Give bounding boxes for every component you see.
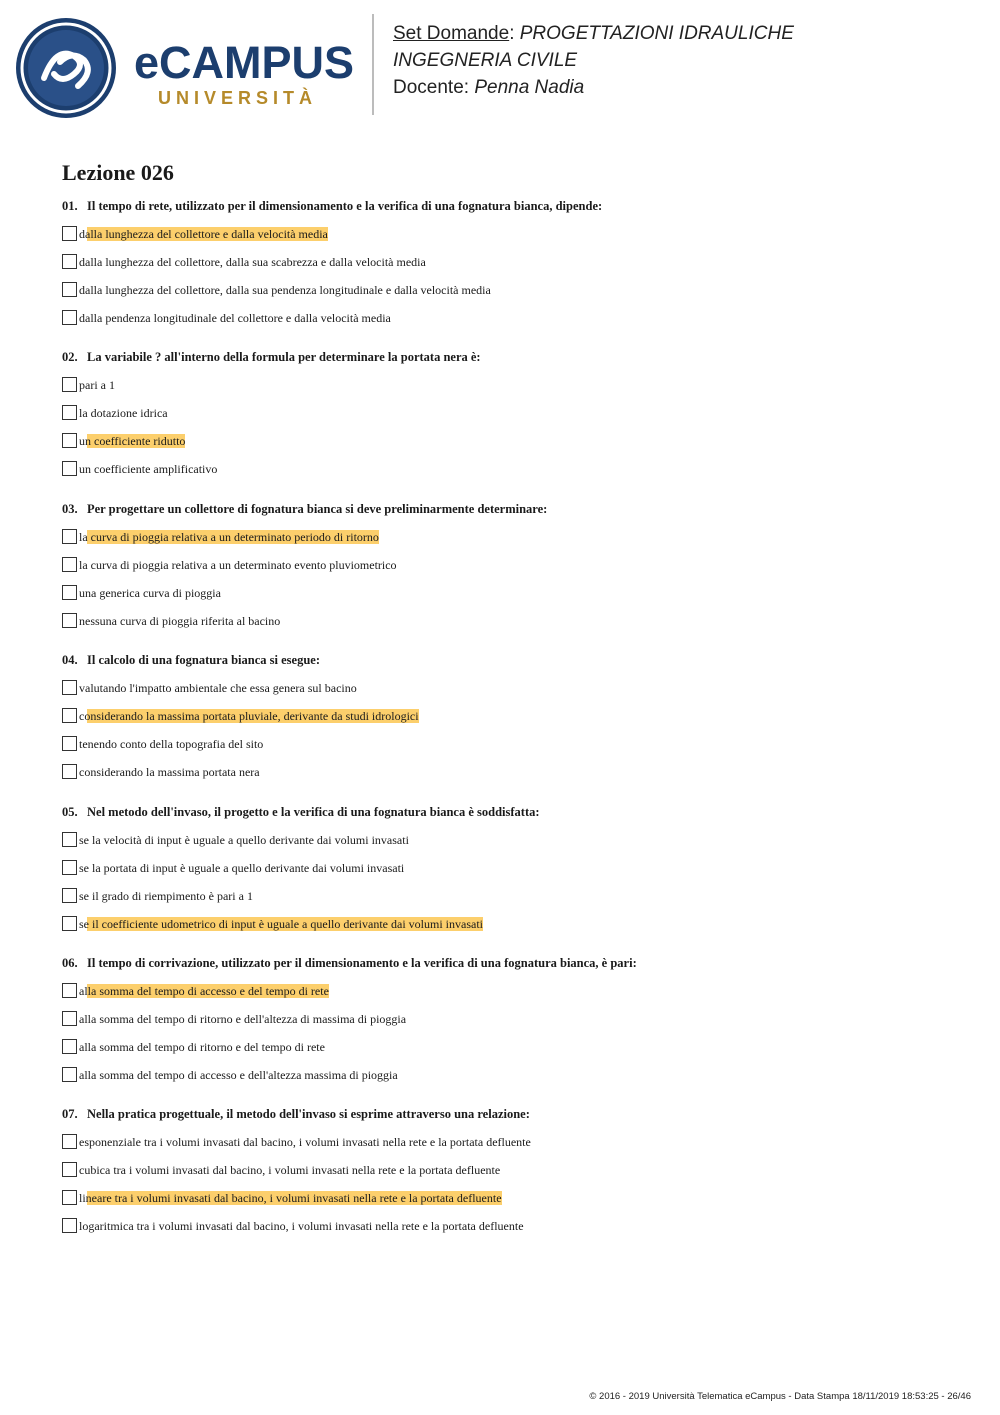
answer-checkbox[interactable]: [62, 680, 77, 695]
question-list: [62, 196, 962, 1256]
answer-option[interactable]: [62, 830, 962, 858]
answer-text: la curva di pioggia relativa a un determinato evento pluviometrico: [79, 557, 397, 572]
set-label: Set Domande: [393, 23, 510, 44]
question: [62, 196, 962, 347]
question-number: 04.: [62, 653, 78, 668]
answer-checkbox[interactable]: [62, 736, 77, 751]
answer-checkbox[interactable]: [62, 1011, 77, 1026]
answer-checkbox[interactable]: [62, 226, 77, 241]
answer-checkbox[interactable]: [62, 1218, 77, 1233]
answer-checkbox[interactable]: [62, 1134, 77, 1149]
answer-checkbox[interactable]: [62, 310, 77, 325]
header-divider: [372, 14, 374, 115]
answer-text: un coefficiente ridutto: [79, 434, 186, 449]
answer-option[interactable]: [62, 431, 962, 459]
answer-option[interactable]: [62, 252, 962, 280]
answer-option[interactable]: [62, 280, 962, 308]
answer-text: una generica curva di pioggia: [79, 585, 221, 600]
question: [62, 953, 962, 1104]
teacher-name: Penna Nadia: [474, 77, 585, 98]
answer-option[interactable]: [62, 914, 962, 942]
answer-text: tenendo conto della topografia del sito: [79, 737, 264, 752]
answer-text: alla somma del tempo di accesso e dell'altezza massima di pioggia: [79, 1067, 398, 1082]
answer-text: un coefficiente amplificativo: [79, 462, 218, 477]
question-text: [62, 347, 962, 375]
answer-text: se la velocità di input è uguale a quello derivante dai volumi invasati: [79, 832, 409, 847]
answer-text: alla somma del tempo di ritorno e del tempo di rete: [79, 1039, 325, 1054]
answer-checkbox[interactable]: [62, 916, 77, 931]
answer-text: pari a 1: [79, 378, 115, 393]
brand-name: eCAMPUS: [134, 37, 355, 88]
answer-checkbox[interactable]: [62, 832, 77, 847]
answer-option[interactable]: [62, 1037, 962, 1065]
answer-option[interactable]: [62, 678, 962, 706]
answer-option[interactable]: [62, 706, 962, 734]
ecampus-logo-emblem: [14, 16, 118, 120]
answer-text: dalla lunghezza del collettore, dalla sua pendenza longitudinale e dalla velocità media: [79, 283, 491, 297]
answer-text: lineare tra i volumi invasati dal bacino, i volumi invasati nella rete e la portata defluente: [79, 1191, 502, 1206]
answer-option[interactable]: [62, 858, 962, 886]
brand-subtitle: UNIVERSITÀ: [158, 88, 318, 108]
answer-option[interactable]: [62, 1188, 962, 1216]
answer-option[interactable]: [62, 308, 962, 336]
answer-text: alla somma del tempo di ritorno e dell'altezza di massima di pioggia: [79, 1011, 407, 1026]
question: [62, 1104, 962, 1255]
question-body: La variabile ? all'interno della formula per determinare la portata nera è:: [87, 350, 481, 365]
answer-checkbox[interactable]: [62, 585, 77, 600]
question: [62, 499, 962, 650]
question: [62, 802, 962, 953]
teacher-line: [393, 74, 794, 101]
question-text: [62, 1104, 962, 1132]
answer-text: esponenziale tra i volumi invasati dal bacino, i volumi invasati nella rete e la portata defluente: [79, 1135, 531, 1150]
question-number: 01.: [62, 199, 78, 213]
answer-checkbox[interactable]: [62, 708, 77, 723]
answer-option[interactable]: [62, 981, 962, 1009]
question-text: [62, 650, 962, 678]
question-body: Nel metodo dell'invaso, il progetto e la verifica di una fognatura bianca è soddisfatta:: [87, 804, 540, 819]
question-text: [62, 953, 962, 981]
answer-option[interactable]: [62, 611, 962, 639]
question-number: 05.: [62, 804, 78, 819]
answer-text: cubica tra i volumi invasati dal bacino, i volumi invasati nella rete e la portata defluente: [79, 1163, 501, 1178]
answer-checkbox[interactable]: [62, 377, 77, 392]
course-name: INGEGNERIA CIVILE: [393, 50, 578, 71]
answer-option[interactable]: [62, 1160, 962, 1188]
question-body: Nella pratica progettuale, il metodo dell'invaso si esprime attraverso una relazione:: [87, 1107, 530, 1122]
answer-option[interactable]: [62, 734, 962, 762]
question: [62, 347, 962, 498]
answer-text: nessuna curva di pioggia riferita al bacino: [79, 613, 281, 628]
answer-text: dalla pendenza longitudinale del collettore e dalla velocità media: [79, 311, 391, 325]
answer-option[interactable]: [62, 224, 962, 252]
answer-option[interactable]: [62, 1216, 962, 1244]
answer-checkbox[interactable]: [62, 860, 77, 875]
answer-text: la dotazione idrica: [79, 406, 168, 421]
answer-text: logaritmica tra i volumi invasati dal bacino, i volumi invasati nella rete e la portata defluente: [79, 1219, 524, 1234]
answer-option[interactable]: [62, 403, 962, 431]
answer-text: se il grado di riempimento è pari a 1: [79, 888, 253, 903]
answer-option[interactable]: [62, 583, 962, 611]
answer-option[interactable]: [62, 555, 962, 583]
answer-checkbox[interactable]: [62, 254, 77, 269]
question-body: Per progettare un collettore di fognatura bianca si deve preliminarmente determinare:: [87, 501, 548, 516]
answer-option[interactable]: [62, 527, 962, 555]
question-body: Il calcolo di una fognatura bianca si esegue:: [87, 653, 320, 668]
question-body: Il tempo di corrivazione, utilizzato per il dimensionamento e la verifica di una fognatura bianca, è pari:: [87, 955, 637, 970]
page-footer: © 2016 - 2019 Università Telematica eCampus - Data Stampa 18/11/2019 18:53:25 - 26/46: [589, 1391, 971, 1402]
answer-text: alla somma del tempo di accesso e del tempo di rete: [79, 983, 329, 998]
answer-option[interactable]: [62, 762, 962, 790]
answer-text: dalla lunghezza del collettore, dalla sua scabrezza e dalla velocità media: [79, 255, 426, 269]
answer-text: considerando la massima portata pluviale, derivante da studi idrologici: [79, 709, 419, 724]
answer-checkbox[interactable]: [62, 433, 77, 448]
answer-checkbox[interactable]: [62, 529, 77, 544]
question-body: Il tempo di rete, utilizzato per il dimensionamento e la verifica di una fognatura bianca, dipende:: [87, 199, 603, 213]
answer-checkbox[interactable]: [62, 1067, 77, 1082]
answer-checkbox[interactable]: [62, 282, 77, 297]
answer-text: se la portata di input è uguale a quello derivante dai volumi invasati: [79, 860, 405, 875]
set-value: PROGETTAZIONI IDRAULICHE: [519, 23, 794, 44]
question-number: 02.: [62, 350, 78, 365]
answer-checkbox[interactable]: [62, 405, 77, 420]
teacher-label: Docente:: [393, 77, 470, 98]
answer-option[interactable]: [62, 1132, 962, 1160]
answer-checkbox[interactable]: [62, 1190, 77, 1205]
answer-option[interactable]: [62, 1009, 962, 1037]
question-number: 03.: [62, 501, 78, 516]
answer-option[interactable]: [62, 886, 962, 914]
answer-text: se il coefficiente udometrico di input è uguale a quello derivante dai volumi invasati: [79, 916, 483, 931]
course-line: [393, 47, 794, 74]
answer-checkbox[interactable]: [62, 1039, 77, 1054]
answer-text: valutando l'impatto ambientale che essa genera sul bacino: [79, 681, 357, 696]
question-number: 07.: [62, 1107, 78, 1122]
question-number: 06.: [62, 955, 78, 970]
answer-text: la curva di pioggia relativa a un determinato periodo di ritorno: [79, 529, 379, 544]
answer-checkbox[interactable]: [62, 461, 77, 476]
answer-checkbox[interactable]: [62, 888, 77, 903]
question: [62, 650, 962, 801]
answer-checkbox[interactable]: [62, 557, 77, 572]
header-info: [393, 20, 794, 101]
answer-text: dalla lunghezza del collettore e dalla velocità media: [79, 227, 328, 241]
answer-checkbox[interactable]: [62, 764, 77, 779]
answer-option[interactable]: [62, 375, 962, 403]
question-text: [62, 196, 962, 224]
question-text: [62, 802, 962, 830]
answer-text: considerando la massima portata nera: [79, 765, 260, 780]
answer-checkbox[interactable]: [62, 1162, 77, 1177]
answer-option[interactable]: [62, 459, 962, 487]
answer-checkbox[interactable]: [62, 613, 77, 628]
brand-wordmark: [134, 37, 358, 109]
lesson-title: Lezione 026: [62, 160, 174, 185]
answer-option[interactable]: [62, 1065, 962, 1093]
question-text: [62, 499, 962, 527]
answer-checkbox[interactable]: [62, 983, 77, 998]
set-line: Set Domande: PROGETTAZIONI IDRAULICHE: [393, 23, 794, 44]
